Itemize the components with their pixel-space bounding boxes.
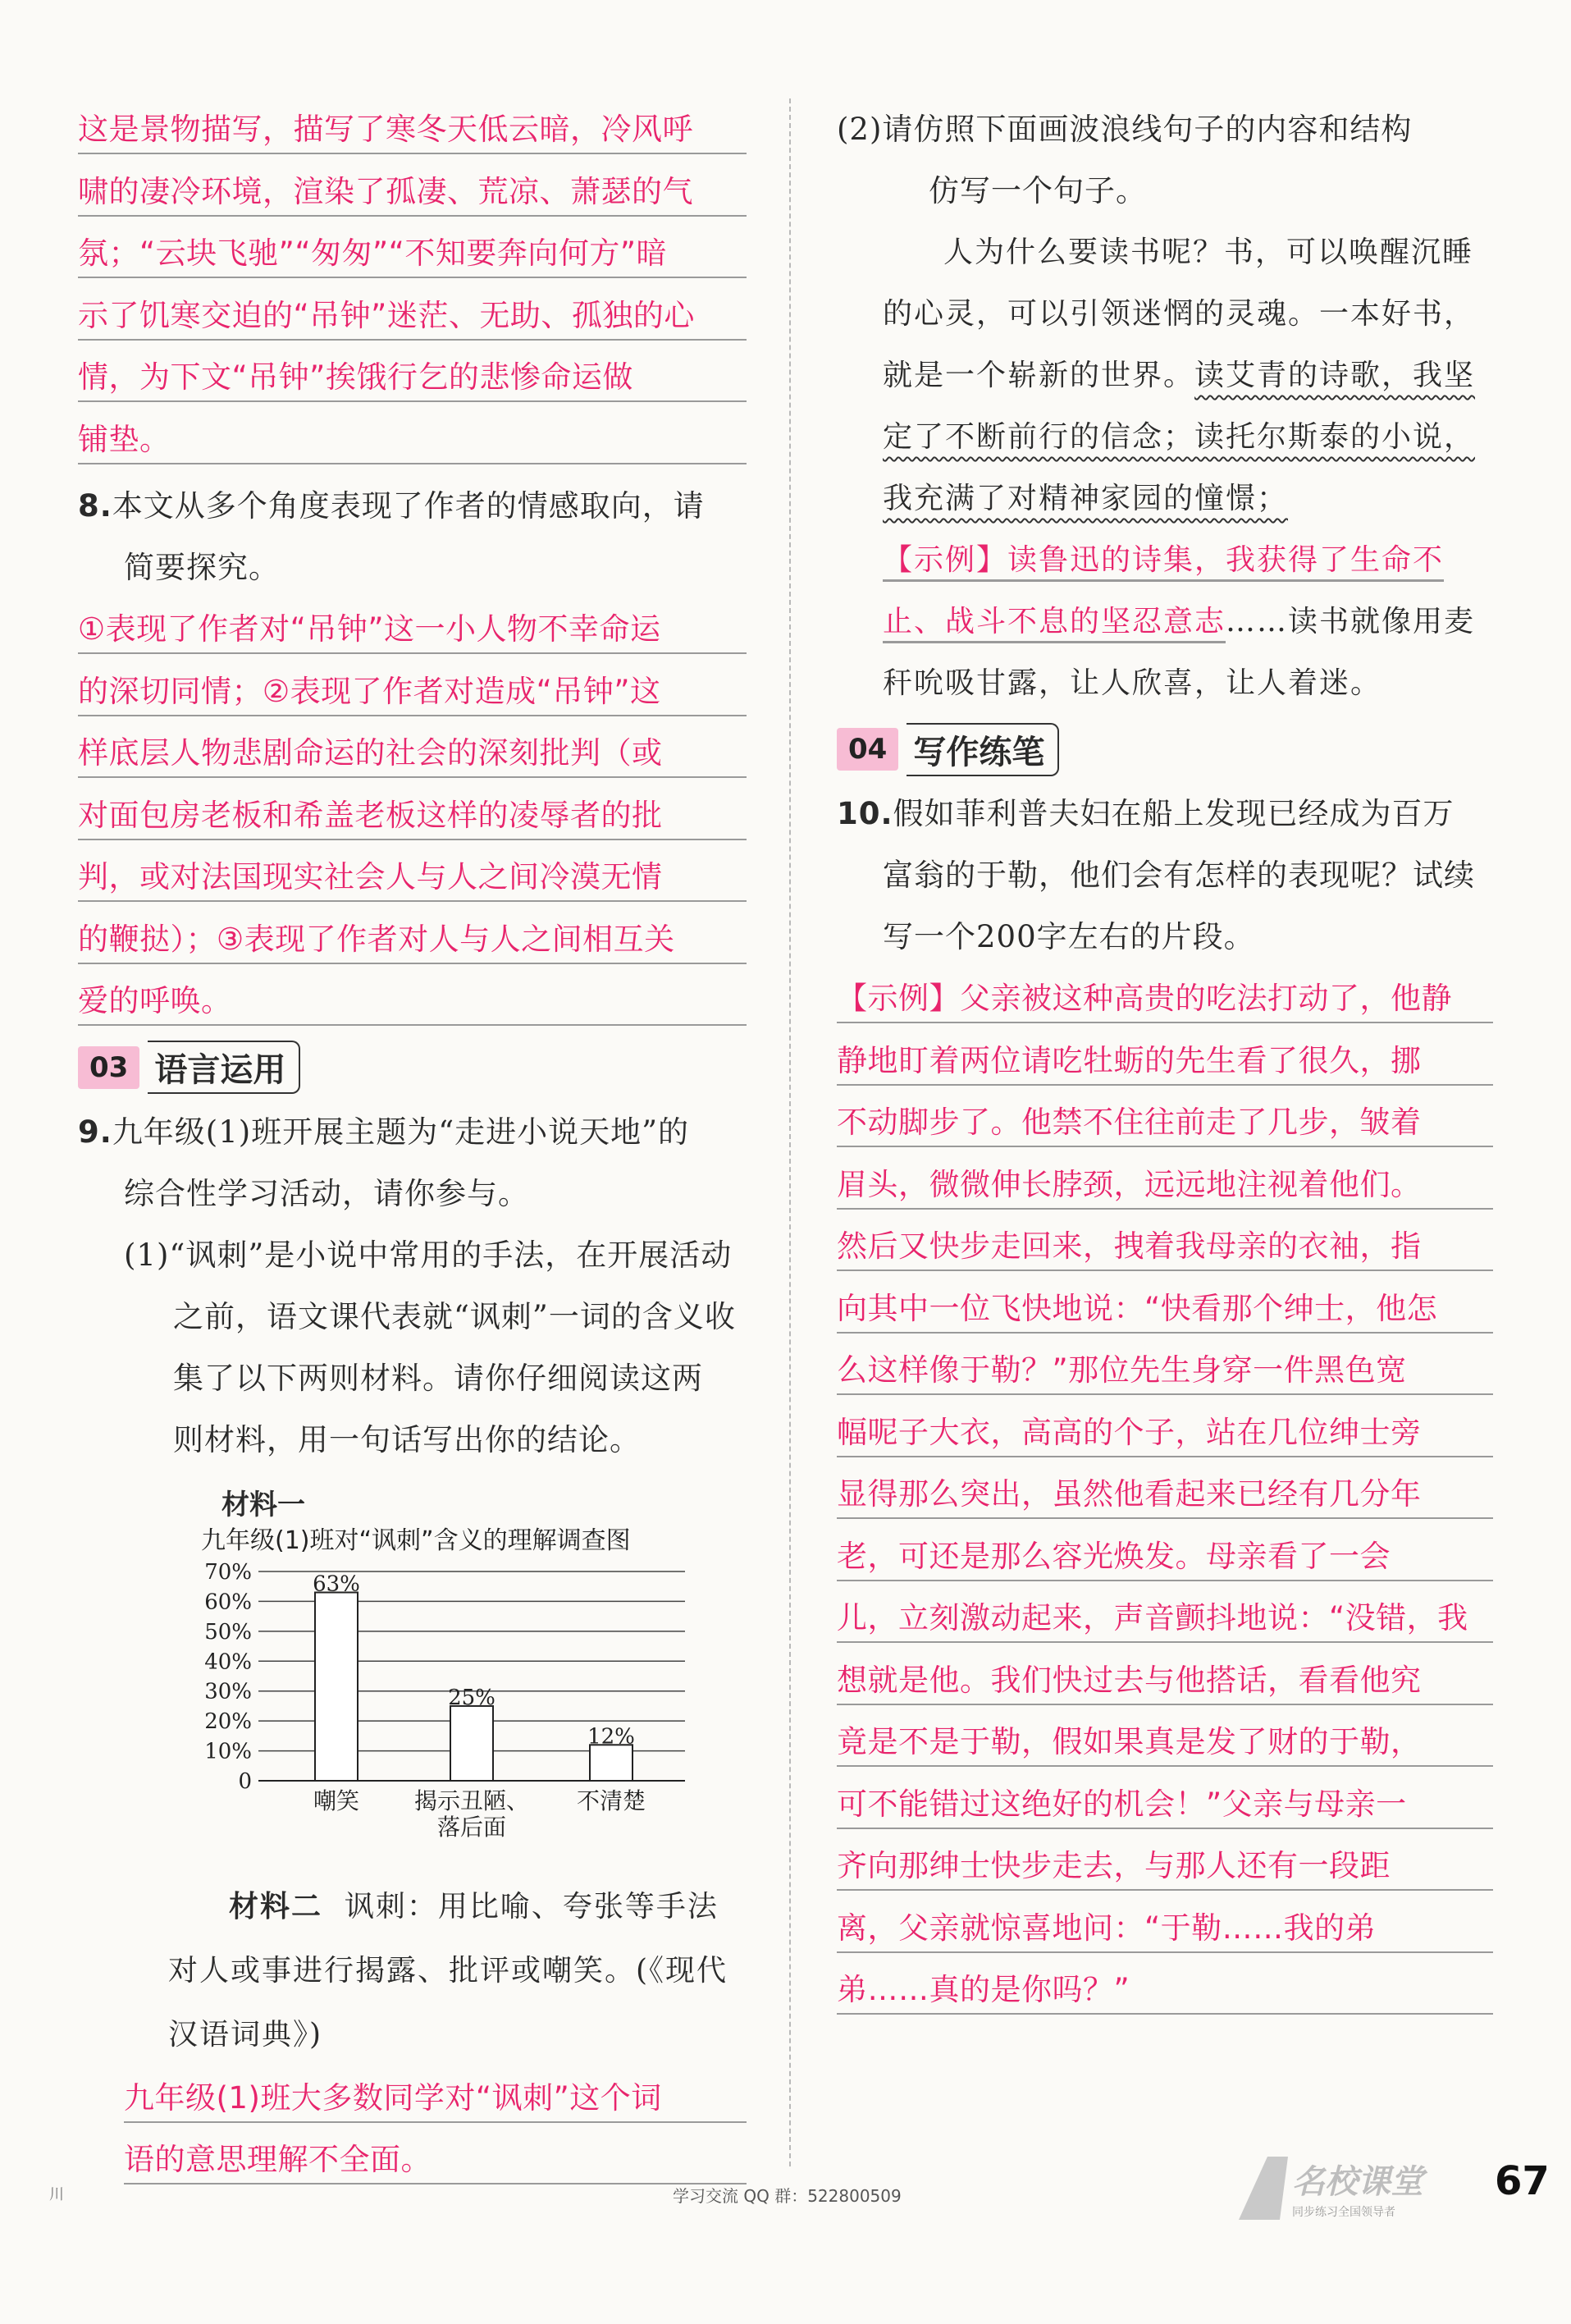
answer-line [837,1897,1493,1960]
section-title: 语言运用 [148,1041,300,1094]
answer-text: 啸的凄冷环境，渲染了孤凄、荒凉、萧瑟的气 [78,173,693,209]
imitation-passage [837,222,1493,714]
answer-text: 弟……真的是你吗？” [837,1972,1130,2007]
answer-line [78,222,747,285]
answer-line [124,2067,747,2130]
answer-underline [837,1084,1493,1086]
y-tick-label: 70% [204,1559,252,1585]
left-column [78,98,747,2191]
question-text: 简要探究。 [124,550,280,585]
answer-text: 的鞭挞）；③表现了作者对人与人之间相互关 [78,921,675,957]
question-number: 9. [78,1114,112,1150]
section-badge: 03 [78,1046,139,1089]
answer-line [78,785,747,847]
question-text: 则材料，用一句话写出你的结论。 [173,1421,641,1457]
question-8 [78,475,747,598]
y-tick-label: 40% [204,1649,252,1674]
answer-underline [78,400,747,402]
wavy-underlined-text: 读艾青的诗歌，我坚定了不断前行的信念；读托尔斯泰的小说，我充满了对精神家园的憧憬； [883,359,1476,515]
answer-underline [78,715,747,716]
question-text: 综合性学习活动，请你参与。 [124,1175,529,1211]
answer-text: 语的意思理解不全面。 [124,2142,432,2177]
answer-line [78,908,747,971]
answer-underline [124,2121,747,2123]
answer-line [78,846,747,908]
answer-line [837,1278,1493,1340]
answer-text: 么这样像于勒？”那位先生身穿一件黑色宽 [837,1352,1407,1388]
column-divider [789,98,791,2166]
section-03-header [78,1039,747,1096]
right-column [837,98,1493,2021]
x-tick-label: 不清楚 [576,1786,646,1814]
answer-underline [837,1022,1493,1023]
answer-line [837,1773,1493,1836]
answer-underline [78,652,747,654]
question-text: 九年级(1)班开展主题为“走进小说天地”的 [112,1114,690,1150]
answer-text: 显得那么突出，虽然他看起来已经有几分年 [837,1476,1422,1512]
brand-logo [1231,2150,1485,2224]
question-number: 8. [78,488,112,524]
answer-9-2: 【示例】读鲁迅的诗集，我获得了生命不止、战斗不息的坚忍意志 [883,543,1445,638]
answer-underline [78,339,747,341]
answer-line [837,1215,1493,1278]
answer-line [837,1402,1493,1464]
answer-line [78,161,747,223]
answer-underline [78,215,747,217]
answer-line [837,1526,1493,1588]
answer-underline [78,839,747,840]
answer-7 [78,98,747,470]
answer-line [837,1587,1493,1649]
question-text: 富翁的于勒，他们会有怎样的表现呢？试续 [883,858,1475,893]
passage-text: 人为什么要读书呢？书，可以唤醒沉睡的心灵，可以引领迷惘的灵魂。一本好书，就是一个崭新的世界。 [883,236,1476,392]
answer-line [78,409,747,471]
answer-text: 可不能错过这绝好的机会！”父亲与母亲一 [837,1786,1407,1822]
answer-line [78,661,747,723]
question-text: 仿写一个句子。 [929,173,1147,208]
region-mark: 川 [49,2186,64,2203]
answer-text: 这是景物描写，描写了寒冬天低云暗，冷风呼 [78,112,693,147]
answer-text: 对面包房老板和希盖老板这样的凌辱者的批 [78,797,663,833]
answer-line [78,346,747,409]
answer-line [78,970,747,1032]
y-tick-label: 50% [204,1619,252,1645]
data-label: 12% [587,1723,635,1749]
answer-text: 竟是不是于勒，假如果真是发了财的于勒， [837,1724,1422,1759]
bar [315,1592,358,1781]
material-2-label: 材料二 [229,1889,323,1924]
logo-text: 名校课堂 [1292,2163,1423,2201]
y-tick-label: 10% [204,1739,252,1764]
answer-underline [78,463,747,464]
section-04-header [837,721,1493,778]
y-tick-label: 30% [204,1679,252,1704]
bar-chart-svg [201,1522,742,1875]
answer-line [837,1030,1493,1092]
question-text: 写一个200字左右的片段。 [883,919,1255,954]
answer-text: ①表现了作者对“吊钟”这一小人物不幸命运 [78,611,661,647]
logo-subtext: 同步练习全国领导者 [1292,2206,1395,2219]
material-2-cont [78,1939,747,2067]
y-tick-label: 0 [238,1768,252,1794]
question-text: 本文从多个角度表现了作者的情感取向，请 [112,488,705,524]
answer-line [837,1463,1493,1526]
answer-underline [837,1889,1493,1891]
question-10 [837,783,1493,968]
answer-line [837,1835,1493,1897]
x-tick-label: 揭示丑陋、 [413,1786,530,1814]
answer-underline [78,1024,747,1026]
answer-line [837,1091,1493,1154]
answer-underline [837,1951,1493,1953]
question-text: (2)请仿照下面画波浪线句子的内容和结构 [837,112,1413,147]
y-tick-label: 20% [204,1709,252,1734]
answer-line [78,285,747,347]
survey-chart [201,1522,742,1875]
answer-text: 不动脚步了。他禁不住往前走了几步，皱着 [837,1105,1422,1140]
bar [590,1745,633,1781]
answer-line [837,1649,1493,1712]
answer-10 [837,968,1493,2021]
answer-text: 老，可还是那么容光焕发。母亲看了一会 [837,1538,1391,1574]
x-tick-label: 落后面 [436,1813,507,1841]
answer-underline [837,1146,1493,1147]
question-9 [78,1101,747,1224]
answer-text: 情，为下文“吊钟”挨饿行乞的悲惨命运做 [78,359,633,395]
answer-text: 向其中一位飞快地说：“快看那个绅士，他怎 [837,1290,1438,1326]
answer-text: 的深切同情；②表现了作者对造成“吊钟”这 [78,673,661,709]
answer-text: 然后又快步走回来，拽着我母亲的衣袖，指 [837,1228,1422,1264]
answer-text: 想就是他。我们快过去与他搭话，看看他究 [837,1662,1422,1698]
question-text: (1)“讽刺”是小说中常用的手法，在开展活动 [124,1237,733,1273]
question-number: 10. [837,796,893,831]
answer-underline [78,900,747,902]
answer-line [837,968,1493,1030]
material-text: 汉语词典》) [168,2017,323,2052]
answer-line [78,722,747,785]
answer-underline [78,153,747,154]
answer-line [837,1339,1493,1402]
answer-text: 离，父亲就惊喜地问：“于勒……我的弟 [837,1910,1377,1946]
answer-line [837,1959,1493,2021]
answer-text: 铺垫。 [78,421,171,457]
answer-underline [78,776,747,778]
answer-underline [124,2183,747,2184]
answer-text: 示了饥寒交迫的“吊钟”迷茫、无助、孤独的心 [78,297,695,333]
answer-underline [837,1704,1493,1705]
answer-text: 爱的呼唤。 [78,983,232,1018]
answer-text: 儿，立刻激动起来，声音颤抖地说：“没错，我 [837,1600,1468,1635]
data-label: 63% [313,1571,360,1596]
answer-underline [837,1208,1493,1210]
answer-text: 眉头，微微伸长脖颈，远远地注视着他们。 [837,1166,1422,1202]
answer-underline [837,1270,1493,1271]
question-text: 集了以下两则材料。请你仔细阅读这两 [173,1360,703,1396]
data-label: 25% [448,1685,496,1710]
bar [450,1705,493,1780]
material-1-label: 材料一 [221,1488,305,1521]
x-tick-label: 嘲笑 [313,1786,360,1814]
answer-text: 样底层人物悲剧命运的社会的深刻批判（或 [78,735,663,771]
question-text: 之前，语文课代表就“讽刺”一词的含义收 [173,1298,736,1334]
page-number: 67 [1495,2158,1550,2204]
answer-underline [837,1828,1493,1829]
answer-text: 氛；“云块飞驰”“匆匆”“不知要奔向何方”暗 [78,236,668,271]
answer-underline [837,1765,1493,1767]
answer-text: 齐向那绅士快步走去，与那人还有一段距 [837,1848,1391,1883]
answer-line [837,1154,1493,1216]
answer-underline [837,1517,1493,1519]
answer-underline [837,1393,1493,1395]
question-9-2 [837,98,1493,222]
section-badge: 04 [837,728,898,771]
chart-title: 九年级(1)班对“讽刺”含义的理解调查图 [201,1526,631,1555]
passage-text: ……读书就像用麦秆吮吸甘露，让人欣喜，让人着迷。 [883,605,1476,700]
qq-group-text: 学习交流 QQ 群：522800509 [673,2186,902,2206]
answer-underline [837,2013,1493,2015]
answer-text: 判，或对法国现实社会人与人之间冷漠无情 [78,859,663,894]
y-tick-label: 60% [204,1589,252,1614]
answer-line [78,98,747,161]
material-text: 讽刺：用比喻、夸张等手法 [344,1889,719,1924]
material-2 [78,1875,747,1939]
answer-line [78,598,747,661]
answer-8 [78,598,747,1032]
answer-line [124,2129,747,2191]
answer-underline [78,277,747,278]
material-text: 对人或事进行揭露、批评或嘲笑。(《现代 [168,1953,728,1988]
question-9-1 [78,1224,747,1471]
answer-9-1 [78,2067,747,2191]
answer-text: 九年级(1)班大多数同学对“讽刺”这个词 [124,2079,662,2116]
answer-underline [837,1580,1493,1581]
answer-underline [837,1641,1493,1643]
answer-text: 静地盯着两位请吃牡蛎的先生看了很久，挪 [837,1042,1422,1078]
answer-underline [78,963,747,964]
answer-line [837,1711,1493,1773]
answer-underline [837,1456,1493,1457]
answer-text: 幅呢子大衣，高高的个子，站在几位绅士旁 [837,1414,1422,1450]
answer-underline [837,1332,1493,1334]
answer-text: 【示例】父亲被这种高贵的吃法打动了，他静 [837,981,1452,1016]
question-text: 假如菲利普夫妇在船上发现已经成为百万 [893,796,1455,831]
section-title: 写作练笔 [907,723,1059,776]
